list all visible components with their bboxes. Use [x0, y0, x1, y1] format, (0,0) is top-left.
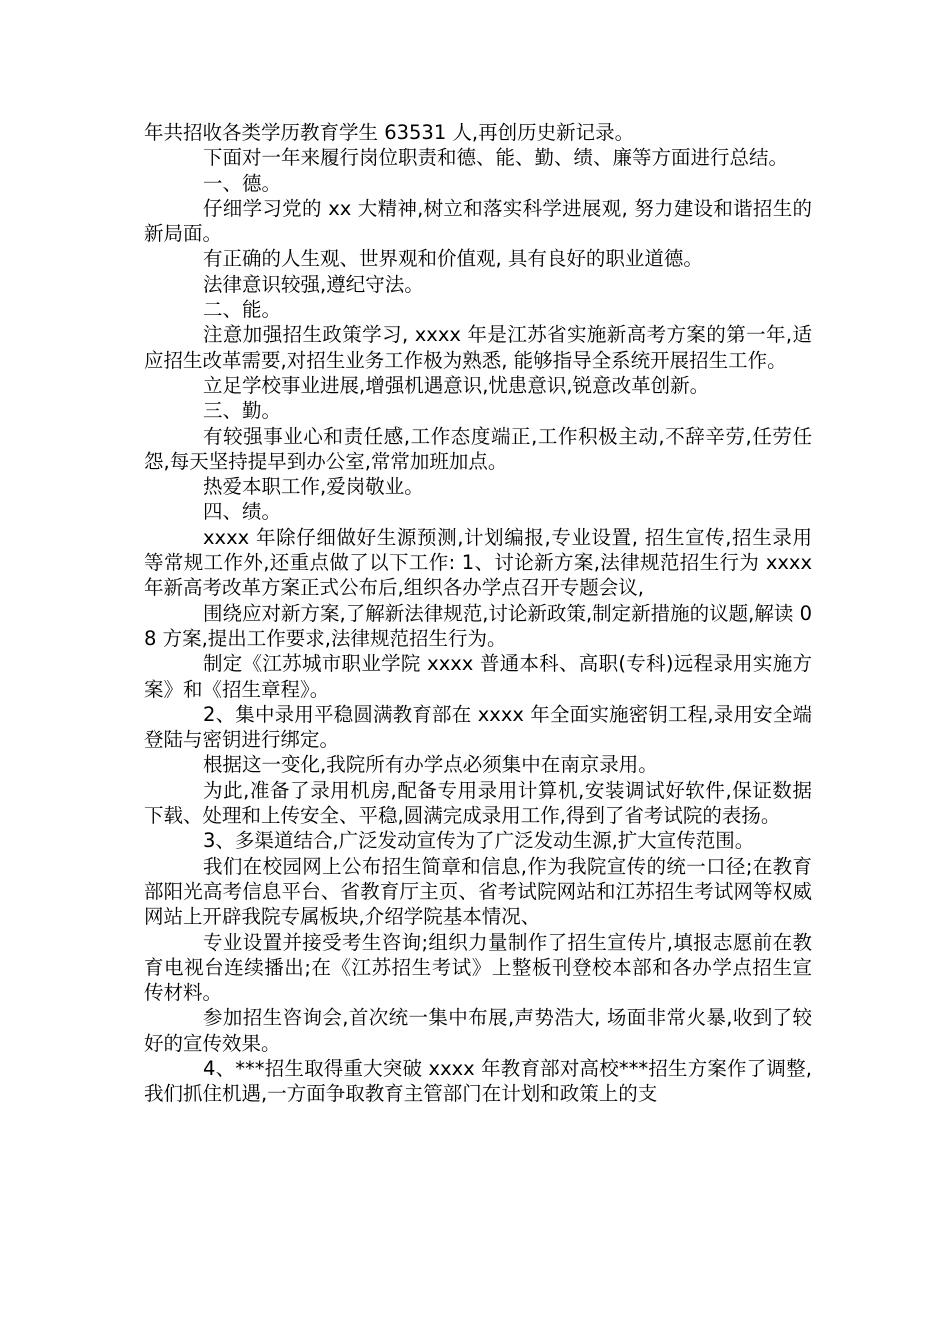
paragraph-virtue-ethics: 有正确的人生观、世界观和价值观, 具有良好的职业道德。: [203, 247, 703, 271]
paragraph-breakthrough: 4、***招生取得重大突破 xxxx 年教育部对高校***招生方案作了调整,我们抓住机遇,一方面争取教育主管部门在计划和政策上的支: [144, 1056, 812, 1106]
heading-achievement: 四、绩。: [203, 500, 282, 524]
paragraph-enrollment-record: 年共招收各类学历教育学生 63531 人,再创历史新记录。: [144, 121, 635, 144]
heading-ability: 二、能。: [203, 298, 282, 322]
paragraph-centralized-admission: 2、集中录用平稳圆满教育部在 xxxx 年全面实施密钥工程,录用安全端登陆与密钥进行绑定。: [144, 702, 812, 752]
heading-virtue: 一、德。: [203, 171, 282, 195]
paragraph-nanjing-admission: 根据这一变化,我院所有办学点必须集中在南京录用。: [203, 753, 658, 777]
paragraph-virtue-law: 法律意识较强,遵纪守法。: [203, 272, 424, 296]
paragraph-achievement-work: xxxx 年除仔细做好生源预测,计划编报,专业设置, 招生宣传,招生录用等常规工作外,还重点做了以下工作: 1、讨论新方案,法律规范招生行为 xxxx 年新高考改革方案正式公布后,组织各办学点召开专题会议,: [144, 525, 812, 600]
paragraph-consultation-video: 专业设置并接受考生咨询;组织力量制作了招生宣传片,填报志愿前在教育电视台连续播出;在《江苏招生考试》上整板刊登校本部和各办学点招生宣传材料。: [144, 930, 812, 1005]
paragraph-campus-publicity: 我们在校园网上公布招生简章和信息,作为我院宣传的统一口径;在教育部阳光高考信息平台、省教育厅主页、省考试院网站和江苏招生考试网等权威网站上开辟我院专属板块,介绍学院基本情况、: [144, 854, 812, 929]
paragraph-consultation-fair: 参加招生咨询会,首次统一集中布展,声势浩大, 场面非常火暴,收到了较好的宣传效果。: [144, 1006, 812, 1055]
paragraph-diligence-dedication: 热爱本职工作,爱岗敬业。: [203, 475, 424, 499]
heading-diligence: 三、勤。: [203, 399, 282, 423]
paragraph-virtue-study: 仔细学习党的 xx 大精神,树立和落实科学进展观, 努力建设和谐招生的新局面。: [144, 196, 812, 246]
paragraph-summary-intro: 下面对一年来履行岗位职责和德、能、勤、绩、廉等方面进行总结。: [203, 146, 789, 170]
paragraph-diligence-attitude: 有较强事业心和责任感,工作态度端正,工作积极主动,不辞辛劳,任劳任怨,每天坚持提早到办公室,常常加班加点。: [144, 424, 812, 473]
paragraph-ability-policy: 注意加强招生政策学习, xxxx 年是江苏省实施新高考方案的第一年,适应招生改革需要,对招生业务工作极为熟悉, 能够指导全系统开展招生工作。: [144, 323, 812, 372]
paragraph-achievement-charter: 制定《江苏城市职业学院 xxxx 普通本科、高职(专科)远程录用实施方案》和《招生章程》。: [144, 652, 812, 701]
paragraph-ability-innovation: 立足学校事业进展,增强机遇意识,忧患意识,锐意改革创新。: [203, 373, 710, 397]
paragraph-admission-preparation: 为此,准备了录用机房,配备专用录用计算机,安装调试好软件,保证数据下载、处理和上传安全、平稳,圆满完成录用工作,得到了省考试院的表扬。: [144, 778, 812, 828]
document-body: [144, 120, 812, 1107]
paragraph-publicity-channels: 3、多渠道结合,广泛发动宣传为了广泛发动生源,扩大宣传范围。: [203, 829, 755, 853]
paragraph-achievement-policy: 围绕应对新方案,了解新法律规范,讨论新政策,制定新措施的议题,解读 08 方案,提出工作要求,法律规范招生行为。: [144, 601, 812, 650]
